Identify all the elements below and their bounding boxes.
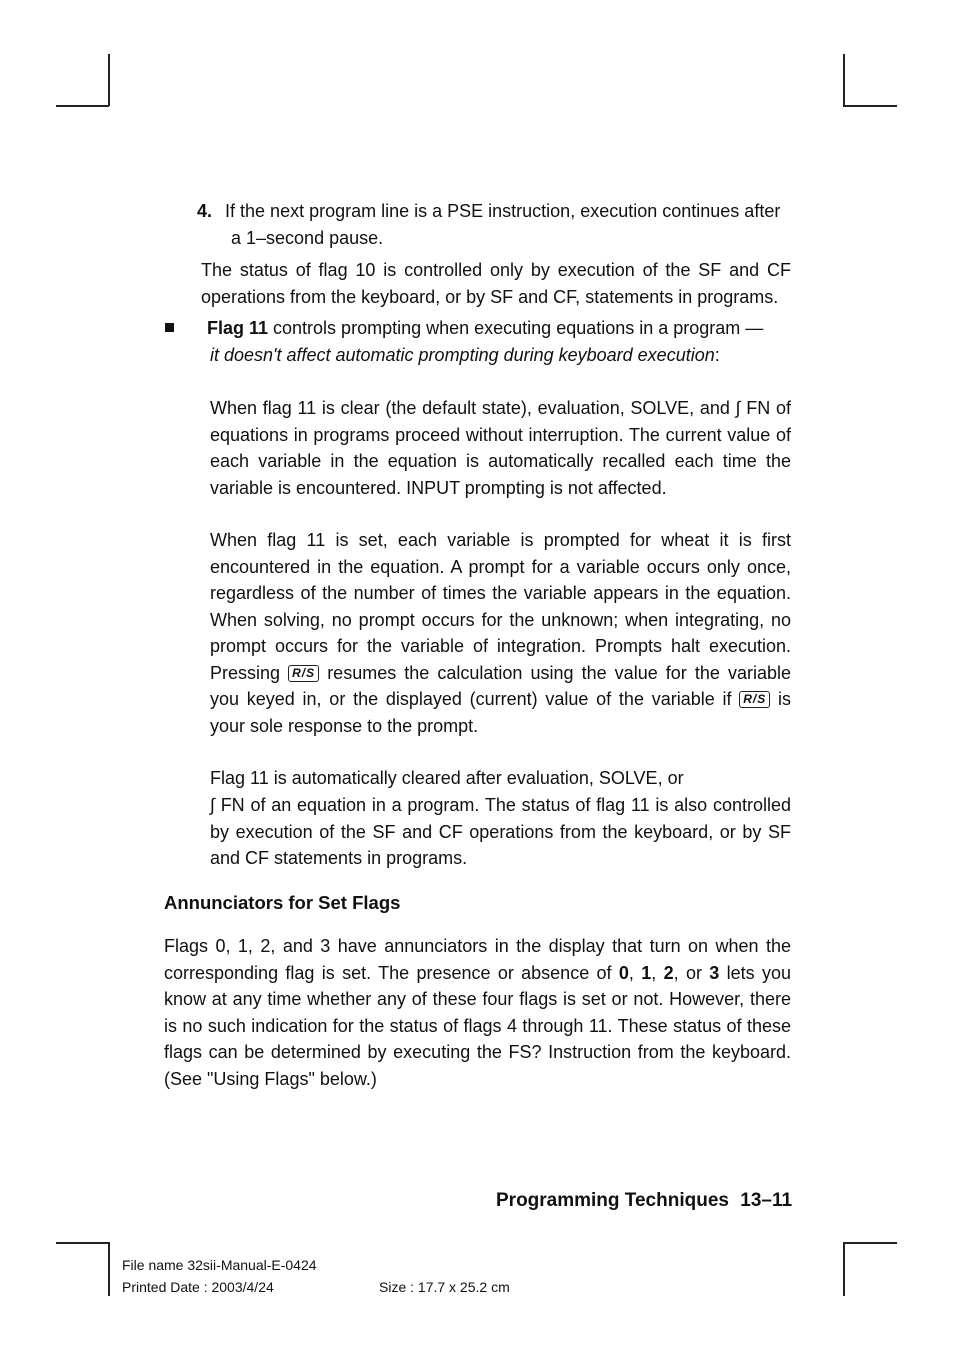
- flag11-set-text-a: When flag 11 is set, each variable is prompted for wheat it is first encountered in the equation. A prompt for a variable occurs only once, regardless of the number of times the variable appears in the equation. When solving, no prompt occurs for the unknown; when integrating, no prompt occurs for the variable of integration. Prompts halt execution. Pressing: [210, 530, 791, 683]
- flag11-set-text-b: resumes the calculation using the value for the variable you keyed in, or the displayed (current) value of the variable if: [210, 662, 791, 709]
- flag-0-label: 0: [618, 962, 629, 983]
- crop-mark-bottom-left-vertical: [108, 1242, 110, 1296]
- page-number: 13–11: [740, 1190, 793, 1211]
- chapter-title: Programming Techniques: [496, 1190, 729, 1211]
- flag11-intro-end: :: [714, 345, 720, 365]
- flag11-label: Flag 11: [207, 318, 269, 338]
- file-name: File name 32sii-Manual-E-0424: [122, 1257, 317, 1273]
- crop-mark-bottom-left-horizontal: [56, 1242, 109, 1244]
- bullet-square-icon: [165, 323, 174, 332]
- separator: ,: [628, 962, 642, 983]
- crop-mark-top-right-vertical: [843, 54, 845, 106]
- flag11-intro-italic-line: [210, 342, 791, 369]
- run-stop-key: R/S: [288, 665, 319, 682]
- list-item-number: 4.: [197, 201, 213, 221]
- flag11-intro-italic: it doesn't affect automatic prompting during keyboard execution: [210, 345, 715, 365]
- flag-3-label: 3: [709, 962, 720, 983]
- list-item-4-continuation: a 1–second pause.: [231, 228, 384, 248]
- flag11-clear-paragraph: When flag 11 is clear (the default state), evaluation, SOLVE, and ∫ FN of equations in programs proceed without interruption. The current value of each variable in the equation is automatically recalled each time the variable is encountered. INPUT prompting is not affected.: [210, 398, 791, 498]
- flag-2-label: 2: [663, 962, 674, 983]
- flag11-intro-text: controls prompting when executing equations in a program —: [268, 318, 764, 338]
- flag11-intro: [207, 315, 791, 342]
- list-item-line1: If the next program line is a PSE instruction, execution continues after: [225, 201, 781, 221]
- annunciators-text-b: lets you know at any time whether any of these four flags is set or not. However, there is no such indication for the status of flags 4 through 11. These status of these flags can be determined by executing the FS? Instruction from the keyboard. (See "Using Flags" below.): [164, 962, 791, 1089]
- page-size: Size : 17.7 x 25.2 cm: [379, 1279, 510, 1295]
- flag11-set-paragraph: [210, 527, 791, 739]
- crop-mark-top-left-horizontal: [56, 105, 109, 107]
- crop-mark-top-left-vertical: [108, 54, 110, 106]
- crop-mark-bottom-right-vertical: [843, 1242, 845, 1296]
- flag-1-label: 1: [641, 962, 652, 983]
- flag11-auto-clear-line1: Flag 11 is automatically cleared after evaluation, SOLVE, or: [210, 768, 684, 788]
- list-item-4: [197, 198, 791, 225]
- annunciators-paragraph: [164, 933, 791, 1092]
- run-stop-key: R/S: [739, 691, 770, 708]
- separator: ,: [651, 962, 664, 983]
- crop-mark-top-right-horizontal: [843, 105, 897, 107]
- flag11-set-text-c: is your sole response to the prompt.: [210, 689, 792, 736]
- crop-mark-bottom-right-horizontal: [843, 1242, 897, 1244]
- flag11-auto-clear-paragraph: ∫ FN of an equation in a program. The status of flag 11 is also controlled by execution of the SF and CF operations from the keyboard, or by SF and CF statements in programs.: [210, 795, 791, 868]
- flag10-status-paragraph: The status of flag 10 is controlled only by execution of the SF and CF operations from the keyboard, or by SF and CF, statements in programs.: [201, 260, 791, 307]
- separator: , or: [673, 962, 710, 983]
- printed-date: Printed Date : 2003/4/24: [122, 1279, 274, 1295]
- section-heading: Annunciators for Set Flags: [164, 892, 401, 913]
- annunciators-text-a: Flags 0, 1, 2, and 3 have annunciators in the display that turn on when the corresponding flag is set. The presence or absence of: [164, 936, 791, 983]
- page-footer-title: [496, 1190, 792, 1212]
